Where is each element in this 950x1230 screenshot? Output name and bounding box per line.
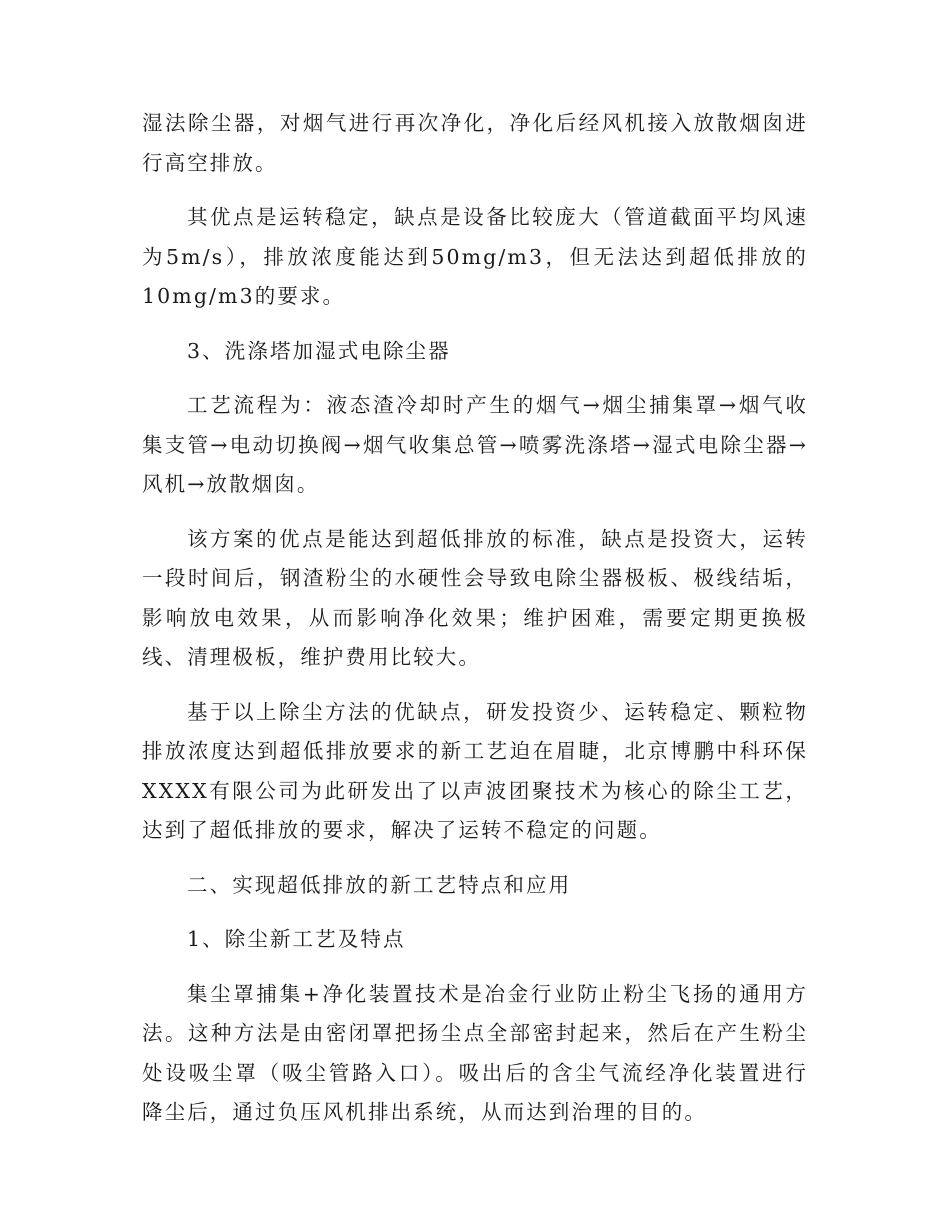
paragraph-process-flow: 工艺流程为：液态渣冷却时产生的烟气→烟尘捕集罩→烟气收集支管→电动切换阀→烟气收集总管→喷雾洗涤塔→湿式电除尘器→风机→放散烟囱。	[142, 393, 808, 496]
section-heading-scrubber-wesp: 3、洗涤塔加湿式电除尘器	[187, 338, 451, 363]
paragraph-new-process-background: 基于以上除尘方法的优缺点，研发投资少、运转稳定、颗粒物排放浓度达到超低排放要求的新工艺迫在眉睫，北京博鹏中科环保XXXX有限公司为此研发出了以声波团聚技术为核心的除尘工艺，达到了超低排放的要求，解决了运转不稳定的问题。	[142, 699, 808, 842]
paragraph-advantages-disadvantages: 其优点是运转稳定，缺点是设备比较庞大（管道截面平均风速为5m/s），排放浓度能达到50mg/m3，但无法达到超低排放的10mg/m3的要求。	[142, 205, 808, 308]
subsection-heading-features: 1、除尘新工艺及特点	[187, 927, 406, 951]
paragraph-scheme-evaluation: 该方案的优点是能达到超低排放的标准，缺点是投资大，运转一段时间后，钢渣粉尘的水硬性会导致电除尘器极板、极线结垢，影响放电效果，从而影响净化效果；维护困难，需要定期更换极线、清理极板，维护费用比较大。	[142, 526, 808, 669]
paragraph-continuation: 湿法除尘器，对烟气进行再次净化，净化后经风机接入放散烟囱进行高空排放。	[142, 111, 808, 175]
paragraph-dust-hood-technology: 集尘罩捕集+净化装置技术是冶金行业防止粉尘飞扬的通用方法。这种方法是由密闭罩把扬尘点全部密封起来，然后在产生粉尘处设吸尘罩（吸尘管路入口）。吸出后的含尘气流经净化装置进行降尘后，通过负压风机排出系统，从而达到治理的目的。	[142, 981, 808, 1124]
document-body	[142, 104, 808, 1148]
section-heading-new-process: 二、实现超低排放的新工艺特点和应用	[187, 872, 572, 897]
